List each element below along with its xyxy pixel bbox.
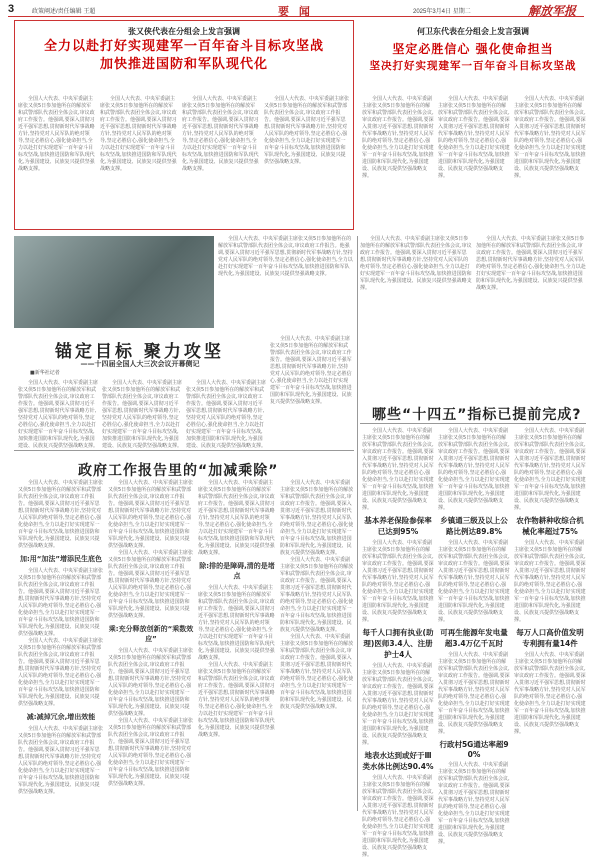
feature-headline: 哪些“十四五”指标已提前完成? — [372, 407, 582, 423]
newspaper-logo: 解放军报 — [528, 4, 577, 18]
article-headline-1: 全力以赴打好实现建军一百年奋斗目标攻坚战 — [43, 39, 324, 54]
divider — [14, 450, 354, 451]
section-heading: 加:用“加法”增添民生底色 — [19, 555, 102, 563]
page-header — [8, 3, 584, 17]
stat-heading: 农作物耕种收综合机械化率超过75% — [516, 516, 584, 536]
feature-subtitle: ——十四届全国人大三次会议开幕侧记 — [80, 360, 200, 368]
article-column: 全国人大代表、中央军委副主席张又侠5日参加他所在的解放军和武警部队代表团全体会议,审议政府工作报告。他强调,要深入贯彻习近平强军思想,贯彻新时代军事战略方针,坚持党对人民军队的绝对领导,坚定必胜信心,强化使命担当,全力以赴打好实现建军一百年奋斗目标攻坚战,加快推进国防和军队现代化,为强国建设、民族复兴提供坚强战略支撑。 除:排的是障碍,清的是堵点 全国人大代表、中央军委副主席张又侠5日参加他所在的解放军和武警部队代表团全体会议,审议政府工作报告。他强调,要深入贯彻习近平强军思想,贯彻新时代军事战略方针,坚持党对人民军队的绝对领导,坚定必胜信心,强化使命担当,全力以赴打好实现建军一百年奋斗目标攻坚战,加快推进国防和军队现代化,为强国建设、民族复兴提供坚强战略支撑。 全国人大代表、中央军委副主席张又侠5日参加他所在的解放军和武警部队代表团全体会议,审议政府工作报告。他强调,要深入贯彻习近平强军思想,贯彻新时代军事战略方针,坚持党对人民军队的绝对领导,坚定必胜信心,强化使命担当,全力以赴打好实现建军一百年奋斗目标攻坚战,加快推进国防和军队现代化,为强国建设、民族复兴提供坚强战略支撑。 — [198, 480, 275, 738]
byline: ■新华社记者 — [30, 370, 60, 376]
divider — [357, 236, 358, 436]
stat-heading: 基本养老保险参保率已达到95% — [364, 516, 432, 536]
article-column: 全国人大代表、中央军委副主席张又侠5日参加他所在的解放军和武警部队代表团全体会议,审议政府工作报告。他强调,要深入贯彻习近平强军思想,贯彻新时代军事战略方针,坚持党对人民军队的绝对领导,坚定必胜信心,强化使命担当,全力以赴打好实现建军一百年奋斗目标攻坚战,加快推进国防和军队现代化,为强国建设、民族复兴提供坚强战略支撑。 — [514, 96, 586, 179]
news-photo — [14, 236, 214, 328]
article-column: 全国人大代表、中央军委副主席张又侠5日参加他所在的解放军和武警部队代表团全体会议,审议政府工作报告。他强调,要深入贯彻习近平强军思想,贯彻新时代军事战略方针,坚持党对人民军队的绝对领导,坚定必胜信心,强化使命担当,全力以赴打好实现建军一百年奋斗目标攻坚战,加快推进国防和军队现代化,为强国建设、民族复兴提供坚强战略支撑。 — [100, 96, 177, 172]
stat-heading: 地表水达到或好于Ⅲ类水体比例达90.4% — [362, 751, 434, 771]
article-column: 全国人大代表、中央军委副主席张又侠5日参加他所在的解放军和武警部队代表团全体会议,审议政府工作报告。他强调,要深入贯彻习近平强军思想,贯彻新时代军事战略方针,坚持党对人民军队的绝对领导,坚定必胜信心,强化使命担当,全力以赴打好实现建军一百年奋斗目标攻坚战,加快推进国防和军队现代化,为强国建设、民族复兴提供坚强战略支撑。 — [362, 96, 434, 179]
stat-heading: 每万人口高价值发明专利拥有量14件 — [516, 628, 584, 648]
feature-headline: 政府工作报告里的“加减乘除” — [78, 463, 279, 479]
article-column: 全国人大代表、中央军委副主席张又侠5日参加他所在的解放军和武警部队代表团全体会议,审议政府工作报告。他强调,要深入贯彻习近平强军思想,贯彻新时代军事战略方针,坚持党对人民军队的绝对领导,坚定必胜信心,强化使命担当,全力以赴打好实现建军一百年奋斗目标攻坚战,加快推进国防和军队现代化,为强国建设、民族复兴提供坚强战略支撑。 基本养老保险参保率已达到95% 全国人大代表、中央军委副主席张又侠5日参加他所在的解放军和武警部队代表团全体会议,审议政府工作报告。他强调,要深入贯彻习近平强军思想,贯彻新时代军事战略方针,坚持党对人民军队的绝对领导,坚定必胜信心,强化使命担当,全力以赴打好实现建军一百年奋斗目标攻坚战,加快推进国防和军队现代化,为强国建设、民族复兴提供坚强战略支撑。 每千人口拥有执业(助理)医师3.4人、注册护士4人 全国人大代表、中央军委副主席张又侠5日参加他所在的解放军和武警部队代表团全体会议,审议政府工作报告。他强调,要深入贯彻习近平强军思想,贯彻新时代军事战略方针,坚持党对人民军队的绝对领导,坚定必胜信心,强化使命担当,全力以赴打好实现建军一百年奋斗目标攻坚战,加快推进国防和军队现代化,为强国建设、民族复兴提供坚强战略支撑。 地表水达到或好于Ⅲ类水体比例达90.4% 全国人大代表、中央军委副主席张又侠5日参加他所在的解放军和武警部队代表团全体会议,审议政府工作报告。他强调,要深入贯彻习近平强军思想,贯彻新时代军事战略方针,坚持党对人民军队的绝对领导,坚定必胜信心,强化使命担当,全力以赴打好实现建军一百年奋斗目标攻坚战,加快推进国防和军队现代化,为强国建设、民族复兴提供坚强战略支撑。 — [362, 428, 434, 858]
stat-heading: 乡镇通三级及以上公路比例达89.8% — [440, 516, 508, 536]
article-column: 全国人大代表、中央军委副主席张又侠5日参加他所在的解放军和武警部队代表团全体会议,审议政府工作报告。他强调,要深入贯彻习近平强军思想,贯彻新时代军事战略方针,坚持党对人民军队的绝对领导,坚定必胜信心,强化使命担当,全力以赴打好实现建军一百年奋斗目标攻坚战,加快推进国防和军队现代化,为强国建设、民族复兴提供坚强战略支撑。 加:用“加法”增添民生底色 全国人大代表、中央军委副主席张又侠5日参加他所在的解放军和武警部队代表团全体会议,审议政府工作报告。他强调,要深入贯彻习近平强军思想,贯彻新时代军事战略方针,坚持党对人民军队的绝对领导,坚定必胜信心,强化使命担当,全力以赴打好实现建军一百年奋斗目标攻坚战,加快推进国防和军队现代化,为强国建设、民族复兴提供坚强战略支撑。 全国人大代表、中央军委副主席张又侠5日参加他所在的解放军和武警部队代表团全体会议,审议政府工作报告。他强调,要深入贯彻习近平强军思想,贯彻新时代军事战略方针,坚持党对人民军队的绝对领导,坚定必胜信心,强化使命担当,全力以赴打好实现建军一百年奋斗目标攻坚战,加快推进国防和军队现代化,为强国建设、民族复兴提供坚强战略支撑。 减:减掉冗余,增出效能 全国人大代表、中央军委副主席张又侠5日参加他所在的解放军和武警部队代表团全体会议,审议政府工作报告。他强调,要深入贯彻习近平强军思想,贯彻新时代军事战略方针,坚持党对人民军队的绝对领导,坚定必胜信心,强化使命担当,全力以赴打好实现建军一百年奋斗目标攻坚战,加快推进国防和军队现代化,为强国建设、民族复兴提供坚强战略支撑。 — [18, 480, 104, 795]
article-kicker: 张又侠代表在分组会上发言强调 — [128, 26, 240, 36]
divider — [357, 426, 358, 811]
article-kicker: 何卫东代表在分组会上发言强调 — [417, 26, 529, 36]
page-number: 3 — [8, 3, 15, 15]
article-column: 全国人大代表、中央军委副主席张又侠5日参加他所在的解放军和武警部队代表团全体会议,审议政府工作报告。他强调,要深入贯彻习近平强军思想,贯彻新时代军事战略方针,坚持党对人民军队的绝对领导,坚定必胜信心,强化使命担当,全力以赴打好实现建军一百年奋斗目标攻坚战,加快推进国防和军队现代化,为强国建设、民族复兴提供坚强战略支撑。 — [270, 336, 352, 405]
article-column: 全国人大代表、中央军委副主席张又侠5日参加他所在的解放军和武警部队代表团全体会议,审议政府工作报告。他强调,要深入贯彻习近平强军思想,贯彻新时代军事战略方针,坚持党对人民军队的绝对领导,坚定必胜信心,强化使命担当,全力以赴打好实现建军一百年奋斗目标攻坚战,加快推进国防和军队现代化,为强国建设、民族复兴提供坚强战略支撑。 — [264, 96, 350, 165]
article-column: 全国人大代表、中央军委副主席张又侠5日参加他所在的解放军和武警部队代表团全体会议,审议政府工作报告。他强调,要深入贯彻习近平强军思想,贯彻新时代军事战略方针,坚持党对人民军队的绝对领导,坚定必胜信心,强化使命担当,全力以赴打好实现建军一百年奋斗目标攻坚战,加快推进国防和军队现代化,为强国建设、民族复兴提供坚强战略支撑。 — [186, 380, 267, 449]
section-label: 政策阐述/责任编辑 王超 — [32, 9, 96, 15]
section-heading: 除:排的是障碍,清的是堵点 — [199, 562, 275, 580]
article-column: 全国人大代表、中央军委副主席张又侠5日参加他所在的解放军和武警部队代表团全体会议,审议政府工作报告。他强调,要深入贯彻习近平强军思想,贯彻新时代军事战略方针,坚持党对人民军队的绝对领导,坚定必胜信心,强化使命担当,全力以赴打好实现建军一百年奋斗目标攻坚战,加快推进国防和军队现代化,为强国建设、民族复兴提供坚强战略支撑。 — [182, 96, 259, 172]
article-headline-1: 坚定必胜信心 强化使命担当 — [392, 42, 554, 56]
section-heading: 乘:充分释放创新的“乘数效应” — [108, 625, 194, 643]
article-headline-2: 加快推进国防和军队现代化 — [99, 57, 268, 72]
feature-headline: 锚定目标 聚力攻坚 — [55, 342, 224, 362]
article-column: 全国人大代表、中央军委副主席张又侠5日参加他所在的解放军和武警部队代表团全体会议,审议政府工作报告。他强调,要深入贯彻习近平强军思想,贯彻新时代军事战略方针,坚持党对人民军队的绝对领导,坚定必胜信心,强化使命担当,全力以赴打好实现建军一百年奋斗目标攻坚战,加快推进国防和军队现代化,为强国建设、民族复兴提供坚强战略支撑。 — [18, 96, 95, 172]
stat-heading: 可再生能源年发电量超3.4万亿千瓦时 — [440, 628, 508, 648]
article-column: 全国人大代表、中央军委副主席张又侠5日参加他所在的解放军和武警部队代表团全体会议,审议政府工作报告。他强调,要深入贯彻习近平强军思想,贯彻新时代军事战略方针,坚持党对人民军队的绝对领导,坚定必胜信心,强化使命担当,全力以赴打好实现建军一百年奋斗目标攻坚战,加快推进国防和军队现代化,为强国建设、民族复兴提供坚强战略支撑。 农作物耕种收综合机械化率超过75% 全国人大代表、中央军委副主席张又侠5日参加他所在的解放军和武警部队代表团全体会议,审议政府工作报告。他强调,要深入贯彻习近平强军思想,贯彻新时代军事战略方针,坚持党对人民军队的绝对领导,坚定必胜信心,强化使命担当,全力以赴打好实现建军一百年奋斗目标攻坚战,加快推进国防和军队现代化,为强国建设、民族复兴提供坚强战略支撑。 每万人口高价值发明专利拥有量14件 全国人大代表、中央军委副主席张又侠5日参加他所在的解放军和武警部队代表团全体会议,审议政府工作报告。他强调,要深入贯彻习近平强军思想,贯彻新时代军事战略方针,坚持党对人民军队的绝对领导,坚定必胜信心,强化使命担当,全力以赴打好实现建军一百年奋斗目标攻坚战,加快推进国防和军队现代化,为强国建设、民族复兴提供坚强战略支撑。 — [514, 428, 586, 735]
article-column: 全国人大代表、中央军委副主席张又侠5日参加他所在的解放军和武警部队代表团全体会议,审议政府工作报告。他强调,要深入贯彻习近平强军思想,贯彻新时代军事战略方针,坚持党对人民军队的绝对领导,坚定必胜信心,强化使命担当,全力以赴打好实现建军一百年奋斗目标攻坚战,加快推进国防和军队现代化,为强国建设、民族复兴提供坚强战略支撑。 — [218, 236, 353, 277]
divider — [360, 423, 586, 424]
article-column: 全国人大代表、中央军委副主席张又侠5日参加他所在的解放军和武警部队代表团全体会议,审议政府工作报告。他强调,要深入贯彻习近平强军思想,贯彻新时代军事战略方针,坚持党对人民军队的绝对领导,坚定必胜信心,强化使命担当,全力以赴打好实现建军一百年奋斗目标攻坚战,加快推进国防和军队现代化,为强国建设、民族复兴提供坚强战略支撑。 — [18, 380, 99, 449]
article-column: 全国人大代表、中央军委副主席张又侠5日参加他所在的解放军和武警部队代表团全体会议,审议政府工作报告。他强调,要深入贯彻习近平强军思想,贯彻新时代军事战略方针,坚持党对人民军队的绝对领导,坚定必胜信心,强化使命担当,全力以赴打好实现建军一百年奋斗目标攻坚战,加快推进国防和军队现代化,为强国建设、民族复兴提供坚强战略支撑。 全国人大代表、中央军委副主席张又侠5日参加他所在的解放军和武警部队代表团全体会议,审议政府工作报告。他强调,要深入贯彻习近平强军思想,贯彻新时代军事战略方针,坚持党对人民军队的绝对领导,坚定必胜信心,强化使命担当,全力以赴打好实现建军一百年奋斗目标攻坚战,加快推进国防和军队现代化,为强国建设、民族复兴提供坚强战略支撑。 乘:充分释放创新的“乘数效应” 全国人大代表、中央军委副主席张又侠5日参加他所在的解放军和武警部队代表团全体会议,审议政府工作报告。他强调,要深入贯彻习近平强军思想,贯彻新时代军事战略方针,坚持党对人民军队的绝对领导,坚定必胜信心,强化使命担当,全力以赴打好实现建军一百年奋斗目标攻坚战,加快推进国防和军队现代化,为强国建设、民族复兴提供坚强战略支撑。 全国人大代表、中央军委副主席张又侠5日参加他所在的解放军和武警部队代表团全体会议,审议政府工作报告。他强调,要深入贯彻习近平强军思想,贯彻新时代军事战略方针,坚持党对人民军队的绝对领导,坚定必胜信心,强化使命担当,全力以赴打好实现建军一百年奋斗目标攻坚战,加快推进国防和军队现代化,为强国建设、民族复兴提供坚强战略支撑。 — [108, 480, 194, 787]
article-column: 全国人大代表、中央军委副主席张又侠5日参加他所在的解放军和武警部队代表团全体会议,审议政府工作报告。他强调,要深入贯彻习近平强军思想,贯彻新时代军事战略方针,坚持党对人民军队的绝对领导,坚定必胜信心,强化使命担当,全力以赴打好实现建军一百年奋斗目标攻坚战,加快推进国防和军队现代化,为强国建设、民族复兴提供坚强战略支撑。 — [476, 236, 586, 291]
article-column: 全国人大代表、中央军委副主席张又侠5日参加他所在的解放军和武警部队代表团全体会议,审议政府工作报告。他强调,要深入贯彻习近平强军思想,贯彻新时代军事战略方针,坚持党对人民军队的绝对领导,坚定必胜信心,强化使命担当,全力以赴打好实现建军一百年奋斗目标攻坚战,加快推进国防和军队现代化,为强国建设、民族复兴提供坚强战略支撑。 全国人大代表、中央军委副主席张又侠5日参加他所在的解放军和武警部队代表团全体会议,审议政府工作报告。他强调,要深入贯彻习近平强军思想,贯彻新时代军事战略方针,坚持党对人民军队的绝对领导,坚定必胜信心,强化使命担当,全力以赴打好实现建军一百年奋斗目标攻坚战,加快推进国防和军队现代化,为强国建设、民族复兴提供坚强战略支撑。 全国人大代表、中央军委副主席张又侠5日参加他所在的解放军和武警部队代表团全体会议,审议政府工作报告。他强调,要深入贯彻习近平强军思想,贯彻新时代军事战略方针,坚持党对人民军队的绝对领导,坚定必胜信心,强化使命担当,全力以赴打好实现建军一百年奋斗目标攻坚战,加快推进国防和军队现代化,为强国建设、民族复兴提供坚强战略支撑。 — [280, 480, 354, 710]
article-column: 全国人大代表、中央军委副主席张又侠5日参加他所在的解放军和武警部队代表团全体会议,审议政府工作报告。他强调,要深入贯彻习近平强军思想,贯彻新时代军事战略方针,坚持党对人民军队的绝对领导,坚定必胜信心,强化使命担当,全力以赴打好实现建军一百年奋斗目标攻坚战,加快推进国防和军队现代化,为强国建设、民族复兴提供坚强战略支撑。 乡镇通三级及以上公路比例达89.8% 全国人大代表、中央军委副主席张又侠5日参加他所在的解放军和武警部队代表团全体会议,审议政府工作报告。他强调,要深入贯彻习近平强军思想,贯彻新时代军事战略方针,坚持党对人民军队的绝对领导,坚定必胜信心,强化使命担当,全力以赴打好实现建军一百年奋斗目标攻坚战,加快推进国防和军队现代化,为强国建设、民族复兴提供坚强战略支撑。 可再生能源年发电量超3.4万亿千瓦时 全国人大代表、中央军委副主席张又侠5日参加他所在的解放军和武警部队代表团全体会议,审议政府工作报告。他强调,要深入贯彻习近平强军思想,贯彻新时代军事战略方针,坚持党对人民军队的绝对领导,坚定必胜信心,强化使命担当,全力以赴打好实现建军一百年奋斗目标攻坚战,加快推进国防和军队现代化,为强国建设、民族复兴提供坚强战略支撑。 行政村5G通达率超90% 全国人大代表、中央军委副主席张又侠5日参加他所在的解放军和武警部队代表团全体会议,审议政府工作报告。他强调,要深入贯彻习近平强军思想,贯彻新时代军事战略方针,坚持党对人民军队的绝对领导,坚定必胜信心,强化使命担当,全力以赴打好实现建军一百年奋斗目标攻坚战,加快推进国防和军队现代化,为强国建设、民族复兴提供坚强战略支撑。 — [438, 428, 510, 845]
article-column: 全国人大代表、中央军委副主席张又侠5日参加他所在的解放军和武警部队代表团全体会议,审议政府工作报告。他强调,要深入贯彻习近平强军思想,贯彻新时代军事战略方针,坚持党对人民军队的绝对领导,坚定必胜信心,强化使命担当,全力以赴打好实现建军一百年奋斗目标攻坚战,加快推进国防和军队现代化,为强国建设、民族复兴提供坚强战略支撑。 — [102, 380, 183, 449]
article-column: 全国人大代表、中央军委副主席张又侠5日参加他所在的解放军和武警部队代表团全体会议,审议政府工作报告。他强调,要深入贯彻习近平强军思想,贯彻新时代军事战略方针,坚持党对人民军队的绝对领导,坚定必胜信心,强化使命担当,全力以赴打好实现建军一百年奋斗目标攻坚战,加快推进国防和军队现代化,为强国建设、民族复兴提供坚强战略支撑。 — [438, 96, 510, 179]
section-heading: 减:减掉冗余,增出效能 — [26, 713, 96, 721]
issue-date: 2025年3月4日 星期二 — [413, 9, 471, 15]
stat-heading: 每千人口拥有执业(助理)医师3.4人、注册护士4人 — [362, 628, 434, 659]
article-column: 全国人大代表、中央军委副主席张又侠5日参加他所在的解放军和武警部队代表团全体会议,审议政府工作报告。他强调,要深入贯彻习近平强军思想,贯彻新时代军事战略方针,坚持党对人民军队的绝对领导,坚定必胜信心,强化使命担当,全力以赴打好实现建军一百年奋斗目标攻坚战,加快推进国防和军队现代化,为强国建设、民族复兴提供坚强战略支撑。 — [360, 236, 472, 291]
section-title: 要 闻 — [278, 5, 313, 18]
stat-heading: 行政村5G通达率超90% — [439, 740, 509, 759]
article-headline-2: 坚决打好实现建军一百年奋斗目标攻坚战 — [369, 60, 577, 72]
